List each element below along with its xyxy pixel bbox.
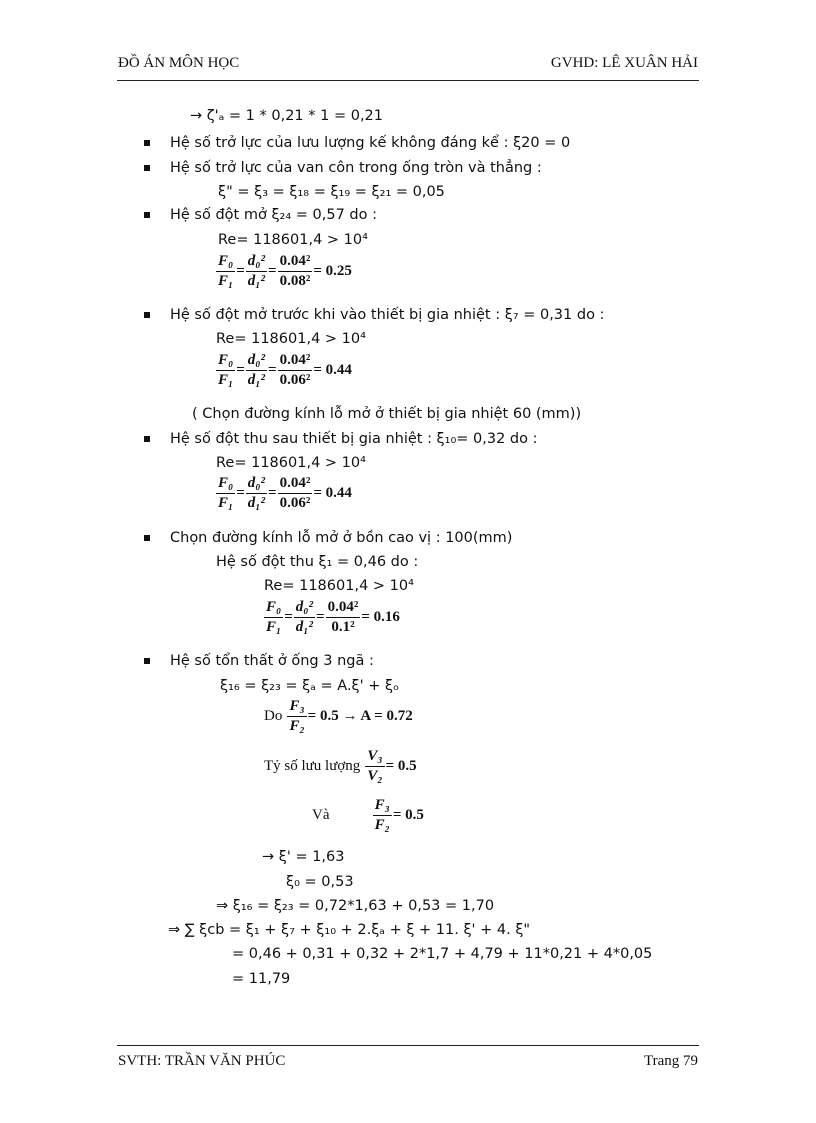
frac-den: d₁² xyxy=(247,372,266,388)
equation-line: ξ₀ = 0,53 xyxy=(286,874,354,890)
frac-num: 0.04² xyxy=(326,599,361,618)
note-line: ( Chọn đường kính lỗ mở ở thiết bị gia nhiệt 60 (mm)) xyxy=(192,406,582,422)
frac-num: F₃ xyxy=(287,698,306,717)
frac-den: 0.1² xyxy=(331,619,355,635)
fraction-equation: $\frac{\text{F₀}}{\text{F₁}}$ = $\frac{\text{d₀²}}{\text{d₁²}}$ = $\frac{\text{0.04²}}{\text{0.08²}}$ = 0.25 xyxy=(218,253,352,289)
footer-left: SVTH: TRẦN VĂN PHÚC xyxy=(118,1053,286,1069)
header-rule xyxy=(117,80,699,81)
reynolds-line: Re= 118601,4 > 10⁴ xyxy=(216,331,366,347)
header-right: GVHD: LÊ XUÂN HẢI xyxy=(550,55,698,71)
frac-result: = 0.25 xyxy=(313,263,352,279)
bullet xyxy=(144,140,150,146)
frac-num: F₀ xyxy=(216,475,235,494)
fraction-equation: $\frac{\text{F₀}}{\text{F₁}}$ = $\frac{\text{d₀²}}{\text{d₁²}}$ = $\frac{\text{0.04²}}{\text{0.06²}}$ = 0.44 xyxy=(218,475,352,511)
sum-equation: = 0,46 + 0,31 + 0,32 + 2*1,7 + 4,79 + 11*0,21 + 4*0,05 xyxy=(232,946,653,962)
sum-result: = 11,79 xyxy=(232,971,291,987)
frac-num: F₀ xyxy=(216,352,235,371)
and-label: Và xyxy=(312,807,330,823)
do-label: Do xyxy=(264,708,283,724)
bullet xyxy=(144,535,150,541)
frac-den: 0.08² xyxy=(279,273,311,289)
bullet xyxy=(144,212,150,218)
frac-den: d₁² xyxy=(295,619,314,635)
frac-result: = 0.5 xyxy=(385,758,417,774)
frac-den: F₁ xyxy=(218,372,234,388)
equation-line: Hệ số đột thu ξ₁ = 0,46 do : xyxy=(216,554,419,570)
frac-den: F₁ xyxy=(218,495,234,511)
frac-num: d₀² xyxy=(246,352,267,371)
equation-line: → ξ' = 1,63 xyxy=(262,849,345,865)
footer-right: Trang 79 xyxy=(643,1053,698,1069)
sum-equation: ⇒ ∑ ξcb = ξ₁ + ξ₇ + ξ₁₀ + 2.ξₐ + ξ + 11. ξ' + 4. ξ" xyxy=(168,922,531,938)
frac-result: = 0.5 → A = 0.72 xyxy=(307,708,413,724)
fraction-equation: $\frac{\text{F₀}}{\text{F₁}}$ = $\frac{\text{d₀²}}{\text{d₁²}}$ = $\frac{\text{0.04²}}{\text{0.06²}}$ = 0.44 xyxy=(218,352,352,388)
ratio-equation xyxy=(264,748,418,785)
reynolds-line: Re= 118601,4 > 10⁴ xyxy=(264,578,414,594)
bullet-text: Hệ số đột mở ξ₂₄ = 0,57 do : xyxy=(170,207,377,223)
frac-num: d₀² xyxy=(294,599,315,618)
ratio-label: Tỷ số lưu lượng xyxy=(264,758,361,774)
frac-result: = 0.44 xyxy=(313,485,352,501)
frac-den: d₁² xyxy=(247,495,266,511)
frac-num: d₀² xyxy=(246,253,267,272)
frac-result: = 0.16 xyxy=(361,609,400,625)
frac-den: 0.06² xyxy=(279,495,311,511)
frac-num: F₀ xyxy=(264,599,283,618)
frac-num: 0.04² xyxy=(278,352,313,371)
frac-den: F₂ xyxy=(374,817,390,833)
reynolds-line: Re= 118601,4 > 10⁴ xyxy=(216,455,366,471)
bullet-text: Hệ số tổn thất ở ống 3 ngã : xyxy=(170,653,374,669)
reynolds-line: Re= 118601,4 > 10⁴ xyxy=(218,232,368,248)
bullet-text: Hệ số trở lực của lưu lượng kế không đáng kể : ξ20 = 0 xyxy=(170,135,571,151)
bullet-text: Chọn đường kính lỗ mở ở bồn cao vị : 100(mm) xyxy=(170,530,513,546)
frac-num: F₀ xyxy=(216,253,235,272)
frac-den: d₁² xyxy=(247,273,266,289)
bullet xyxy=(144,658,150,664)
bullet xyxy=(144,436,150,442)
frac-den: F₁ xyxy=(218,273,234,289)
frac-den: V₂ xyxy=(367,768,383,784)
frac-num: 0.04² xyxy=(278,253,313,272)
frac-den: F₂ xyxy=(289,718,305,734)
bullet-text: Hệ số đột mở trước khi vào thiết bị gia nhiệt : ξ₇ = 0,31 do : xyxy=(170,307,605,323)
frac-den: 0.06² xyxy=(279,372,311,388)
bullet-text: Hệ số đột thu sau thiết bị gia nhiệt : ξ₁₀= 0,32 do : xyxy=(170,431,538,447)
frac-den: F₁ xyxy=(266,619,282,635)
header-left: ĐỒ ÁN MÔN HỌC xyxy=(118,55,240,71)
frac-num: d₀² xyxy=(246,475,267,494)
do-equation xyxy=(264,698,414,735)
footer-rule xyxy=(117,1045,699,1046)
equation-line: ξ" = ξ₃ = ξ₁₈ = ξ₁₉ = ξ₂₁ = 0,05 xyxy=(218,184,445,200)
equation-line: ξ₁₆ = ξ₂₃ = ξₐ = A.ξ' + ξₒ xyxy=(220,678,400,694)
frac-result: = 0.5 xyxy=(392,807,424,823)
frac-num: F₃ xyxy=(373,797,392,816)
frac-num: V₃ xyxy=(365,748,384,767)
bullet xyxy=(144,312,150,318)
bullet xyxy=(144,165,150,171)
line-zeta-a: → ζ'ₐ = 1 * 0,21 * 1 = 0,21 xyxy=(190,108,384,124)
and-equation xyxy=(312,797,425,834)
frac-num: 0.04² xyxy=(278,475,313,494)
frac-result: = 0.44 xyxy=(313,362,352,378)
equation-line: ⇒ ξ₁₆ = ξ₂₃ = 0,72*1,63 + 0,53 = 1,70 xyxy=(216,898,495,914)
fraction-equation: $\frac{\text{F₀}}{\text{F₁}}$ = $\frac{\text{d₀²}}{\text{d₁²}}$ = $\frac{\text{0.04²}}{\text{0.1²}}$ = 0.16 xyxy=(266,599,400,635)
bullet-text: Hệ số trở lực của van côn trong ống tròn và thẳng : xyxy=(170,160,542,176)
